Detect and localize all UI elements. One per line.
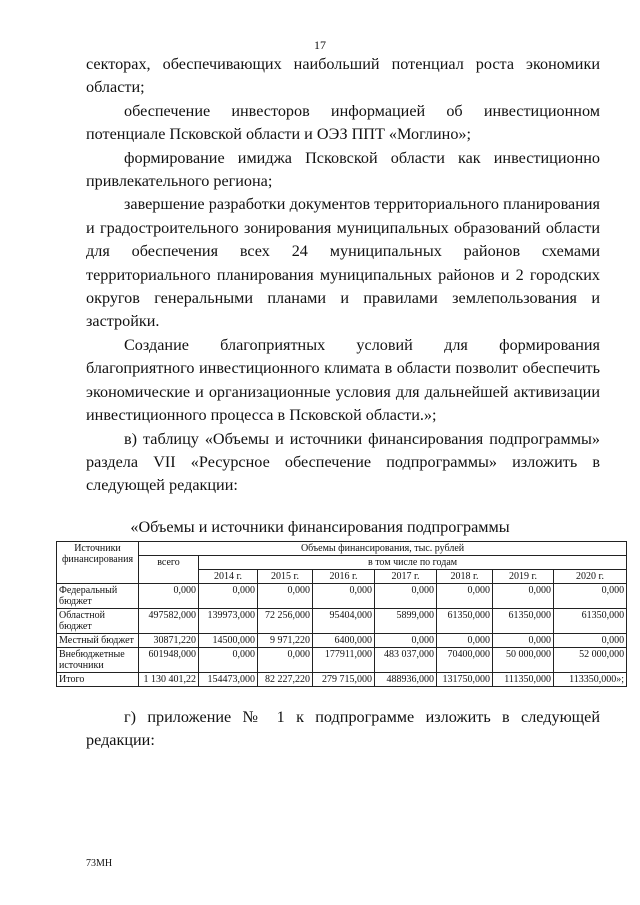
cell-value: 61350,000 xyxy=(493,609,554,634)
cell-value: 483 037,000 xyxy=(375,648,437,673)
cell-value: 0,000 xyxy=(375,634,437,648)
row-total: 0,000 xyxy=(139,584,199,609)
table-title: «Объемы и источники финансирования подпрограммы xyxy=(130,518,510,536)
cell-value: 111350,000 xyxy=(493,673,554,687)
header-total: всего xyxy=(139,556,199,584)
table-row xyxy=(57,648,627,673)
cell-value: 0,000 xyxy=(493,584,554,609)
cell-value: 0,000 xyxy=(437,584,493,609)
table-row xyxy=(57,584,627,609)
paragraph-6: в) таблицу «Объемы и источники финансирования подпрограммы» раздела VII «Ресурсное обеспечение подпрограммы» изложить в следующей редакции: xyxy=(86,429,600,495)
table-row xyxy=(57,609,627,634)
cell-value: 139973,000 xyxy=(199,609,258,634)
paragraph-4: завершение разработки документов территориального планирования и градостроительного зонирования муниципальных образований области для обеспечения всех 24 муниципальных районов схемами территориального планирования муниципальных районов и 2 городских округов генеральными планами и правилами землепользования и застройки. xyxy=(86,195,600,331)
body-text xyxy=(86,53,600,498)
cell-value: 70400,000 xyxy=(437,648,493,673)
cell-value: 0,000 xyxy=(258,584,313,609)
row-total: 1 130 401,22 xyxy=(139,673,199,687)
cell-value: 0,000 xyxy=(493,634,554,648)
year-header: 2019 г. xyxy=(493,570,554,584)
year-header: 2020 г. xyxy=(554,570,627,584)
row-label: Областной бюджет xyxy=(57,609,139,634)
row-total: 30871,220 xyxy=(139,634,199,648)
year-header: 2016 г. xyxy=(313,570,375,584)
year-header: 2014 г. xyxy=(199,570,258,584)
year-header: 2017 г. xyxy=(375,570,437,584)
header-source: Источники финансирования xyxy=(57,542,139,584)
cell-value: 131750,000 xyxy=(437,673,493,687)
header-volumes: Объемы финансирования, тыс. рублей xyxy=(139,542,627,556)
cell-value: 154473,000 xyxy=(199,673,258,687)
table-row xyxy=(57,634,627,648)
cell-value: 5899,000 xyxy=(375,609,437,634)
cell-value: 14500,000 xyxy=(199,634,258,648)
header-by-years: в том числе по годам xyxy=(199,556,627,570)
row-label: Местный бюджет xyxy=(57,634,139,648)
cell-value: 0,000 xyxy=(199,584,258,609)
cell-value: 0,000 xyxy=(554,634,627,648)
paragraph-7 xyxy=(86,706,600,729)
cell-value: 6400,000 xyxy=(313,634,375,648)
cell-value: 0,000 xyxy=(313,584,375,609)
year-header: 2015 г. xyxy=(258,570,313,584)
row-total: 497582,000 xyxy=(139,609,199,634)
year-header: 2018 г. xyxy=(437,570,493,584)
cell-value: 52 000,000 xyxy=(554,648,627,673)
cell-value: 50 000,000 xyxy=(493,648,554,673)
paragraph-5: Создание благоприятных условий для формирования благоприятного инвестиционного климата в области позволит обеспечить экономические и организационные условия для дальнейшей активизации инвестиционного процесса в Псковской области.»; xyxy=(86,335,600,425)
table-subheader-row xyxy=(57,556,627,570)
paragraph-2: обеспечение инвесторов информацией об инвестиционном потенциале Псковской области и ОЭЗ ППТ «Моглино»; xyxy=(86,101,600,144)
cell-value: 279 715,000 xyxy=(313,673,375,687)
cell-value: 95404,000 xyxy=(313,609,375,634)
paragraph-3: формирование имиджа Псковской области как инвестиционно привлекательного региона; xyxy=(86,148,600,191)
cell-value: 0,000 xyxy=(554,584,627,609)
table-row-total xyxy=(57,673,627,687)
table-header-row xyxy=(57,542,627,556)
paragraph-1: секторах, обеспечивающих наибольший потенциал роста экономики области; xyxy=(86,55,600,97)
cell-value: 61350,000 xyxy=(554,609,627,634)
cell-value: 0,000 xyxy=(375,584,437,609)
cell-value: 0,000 xyxy=(258,648,313,673)
cell-value: 9 971,220 xyxy=(258,634,313,648)
financing-table xyxy=(56,541,627,687)
row-total: 601948,000 xyxy=(139,648,199,673)
cell-value: 488936,000 xyxy=(375,673,437,687)
row-label: Федеральный бюджет xyxy=(57,584,139,609)
row-label: Внебюджетные источники xyxy=(57,648,139,673)
paragraph-7-cont: редакции: xyxy=(86,731,155,750)
paragraph-7-line-1: г) приложение № 1 к подпрограмме изложить в следующей xyxy=(124,708,600,726)
footer-code: 73МН xyxy=(86,858,113,869)
cell-value: 82 227,220 xyxy=(258,673,313,687)
cell-value: 72 256,000 xyxy=(258,609,313,634)
page-number: 17 xyxy=(314,38,326,52)
cell-value: 0,000 xyxy=(437,634,493,648)
cell-value: 61350,000 xyxy=(437,609,493,634)
row-label: Итого xyxy=(57,673,139,687)
cell-value: 177911,000 xyxy=(313,648,375,673)
cell-value: 113350,000»; xyxy=(554,673,627,687)
cell-value: 0,000 xyxy=(199,648,258,673)
after-table-text xyxy=(86,706,600,753)
